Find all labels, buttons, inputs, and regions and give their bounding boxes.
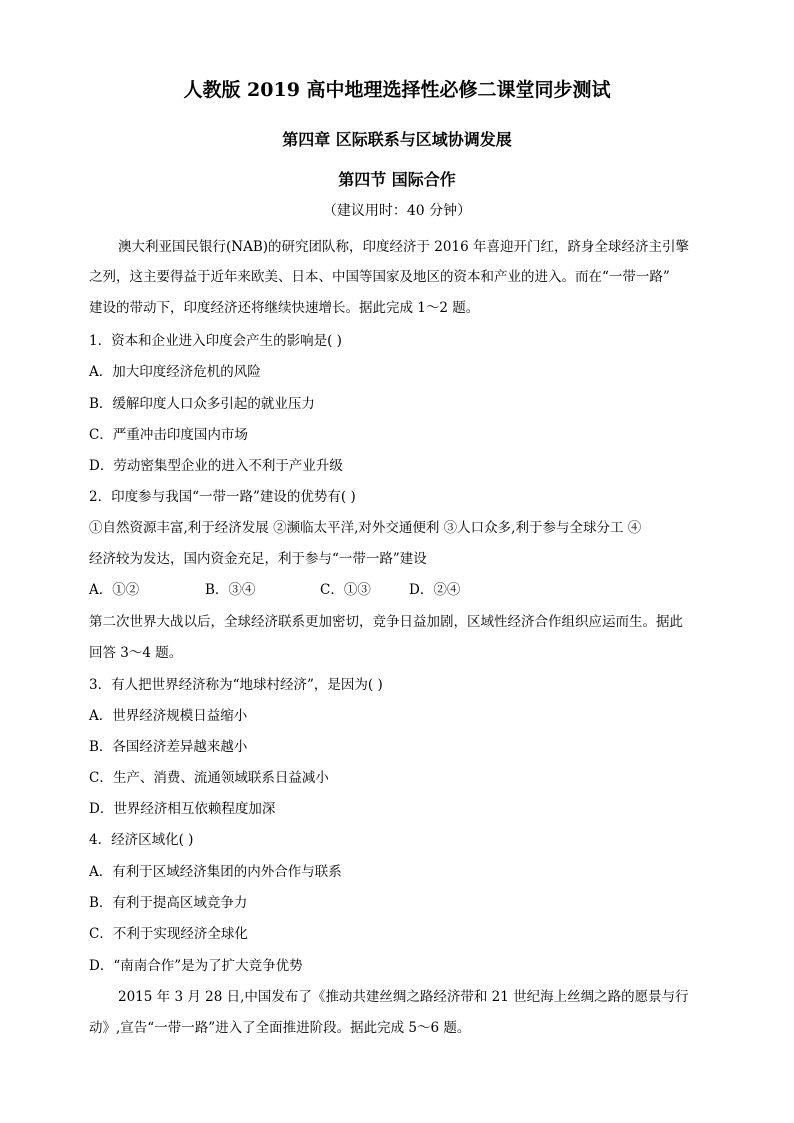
question-3-option-d: D．世界经济相互依赖程度加深 [89, 801, 276, 817]
material-3-line-2: 动》,宣告“一带一路”进入了全面推进阶段。据此完成 5～6 题。 [89, 1020, 471, 1036]
question-4-option-d: D．“南南合作”是为了扩大竞争优势 [89, 958, 303, 974]
question-2-option-c: C．①③ [320, 582, 371, 598]
question-1-option-b: B．缓解印度人口众多引起的就业压力 [89, 396, 315, 412]
material-2-line-2: 回答 3～4 题。 [89, 645, 183, 661]
question-2-option-d: D．②④ [409, 582, 461, 598]
material-1-line-3: 建设的带动下，印度经济还将继续快速增长。据此完成 1～2 题。 [89, 300, 480, 316]
document-title: 人教版 2019 高中地理选择性必修二课堂同步测试 [183, 79, 611, 101]
question-4-stem: 4．经济区域化( ) [89, 832, 194, 848]
question-1-option-c: C．严重冲击印度国内市场 [89, 427, 248, 443]
question-4-option-b: B．有利于提高区域竞争力 [89, 895, 248, 911]
question-2-options [89, 580, 460, 600]
question-3-option-c: C．生产、消费、流通领域联系日益减小 [89, 770, 329, 786]
section-heading: 第四节 国际合作 [338, 170, 456, 189]
question-2-items-line-2: 经济较为发达，国内资金充足，利于参与“一带一路”建设 [89, 551, 427, 567]
question-3-option-b: B．各国经济差异越来越小 [89, 739, 248, 755]
question-2-option-b: B．③④ [205, 582, 256, 598]
question-4-option-a: A．有利于区域经济集团的内外合作与联系 [89, 864, 342, 880]
material-1-line-1: 澳大利亚国民银行(NAB)的研究团队称，印度经济于 2016 年喜迎开门红，跻身全球经济主引擎 [118, 239, 689, 255]
question-1-option-d: D．劳动密集型企业的进入不利于产业升级 [89, 458, 343, 474]
question-1-stem: 1．资本和企业进入印度会产生的影响是( ) [89, 333, 342, 349]
material-3-line-1: 2015 年 3 月 28 日,中国发布了《推动共建丝绸之路经济带和 21 世纪海上丝绸之路的愿景与行 [118, 989, 689, 1005]
question-3-stem: 3．有人把世界经济称为“地球村经济”，是因为( ) [89, 677, 383, 693]
chapter-heading: 第四章 区际联系与区域协调发展 [282, 130, 512, 149]
question-1-option-a: A．加大印度经济危机的风险 [89, 364, 261, 380]
time-note: （建议用时：40 分钟） [322, 203, 472, 219]
material-1-line-2: 之列，这主要得益于近年来欧美、日本、中国等国家及地区的资本和产业的进入。而在“一带一路” [89, 269, 670, 285]
question-2-stem: 2．印度参与我国“一带一路”建设的优势有( ) [89, 489, 356, 505]
question-2-option-a: A．①② [89, 582, 140, 598]
material-2-line-1: 第二次世界大战以后，全球经济联系更加密切，竞争日益加剧，区域性经济合作组织应运而生。据此 [89, 614, 683, 630]
question-3-option-a: A．世界经济规模日益缩小 [89, 708, 248, 724]
question-2-items-line-1: ①自然资源丰富,利于经济发展 ②濒临太平洋,对外交通便利 ③人口众多,利于参与全球分工 ④ [89, 520, 642, 536]
question-4-option-c: C．不利于实现经济全球化 [89, 926, 248, 942]
